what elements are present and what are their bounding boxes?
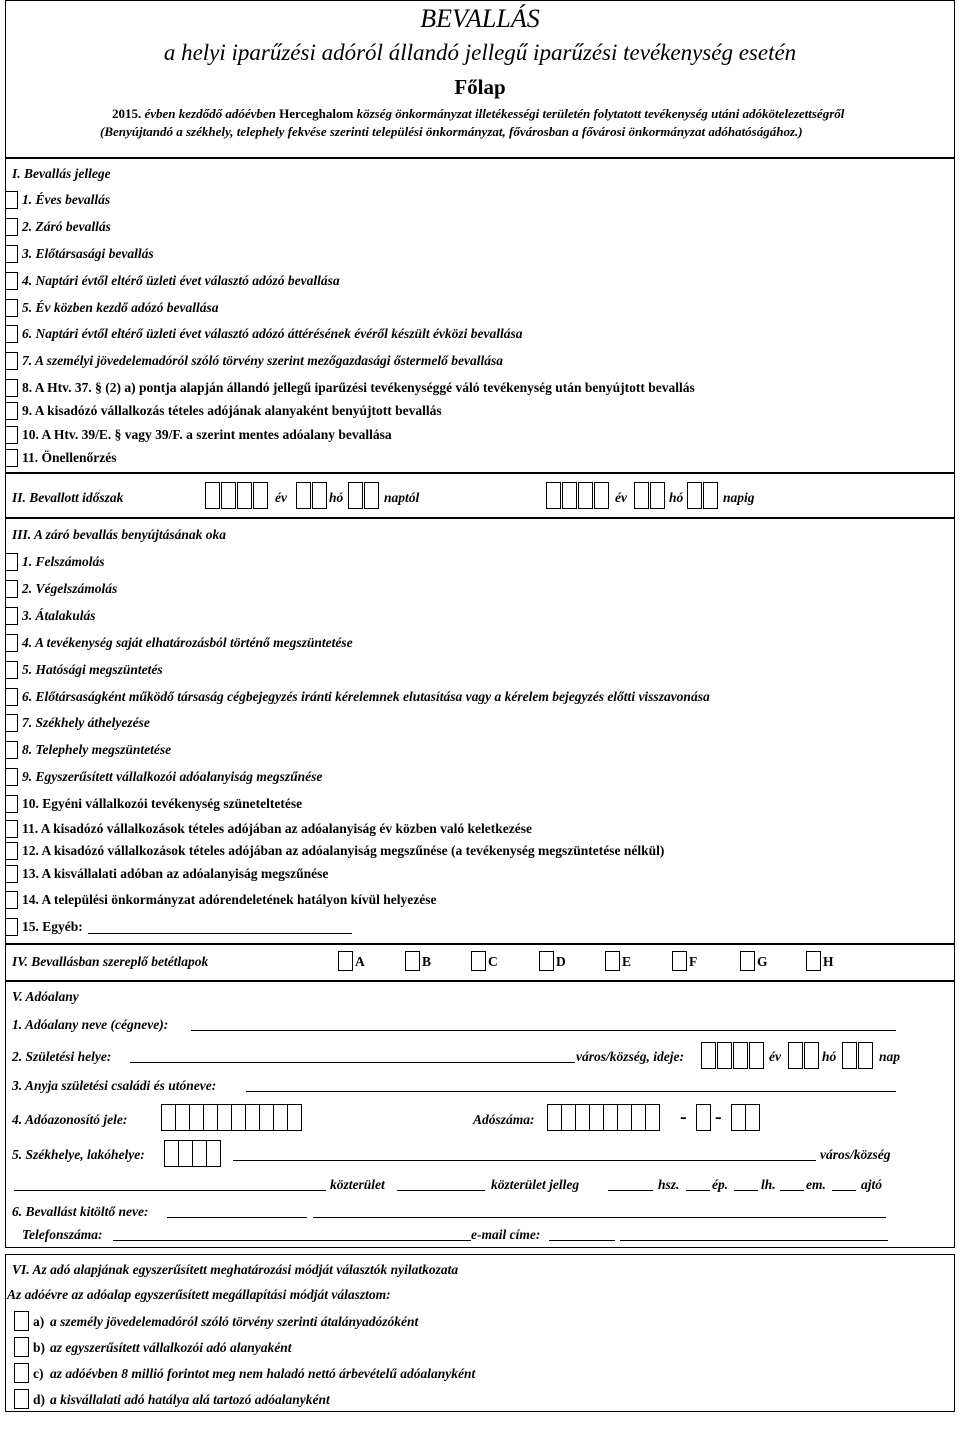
- section-6-item-text-1: a személy jövedelemadóról szóló törvény szerinti átalányadózóként: [50, 1314, 419, 1329]
- period-from-ev: év: [275, 490, 287, 505]
- seat-city-label: város/község: [820, 1147, 891, 1162]
- postcode-cells[interactable]: [164, 1140, 220, 1167]
- section-1-checkbox-8[interactable]: [5, 379, 18, 397]
- section-3-checkbox-13[interactable]: [5, 865, 18, 883]
- period-from-month-cells[interactable]: [296, 482, 328, 509]
- lh-line[interactable]: [734, 1190, 758, 1191]
- section-1-checkbox-7[interactable]: [5, 352, 18, 370]
- section-3-checkbox-8[interactable]: [5, 741, 18, 759]
- tax-number-cells-2[interactable]: [696, 1104, 710, 1131]
- birth-year-cells[interactable]: [701, 1042, 765, 1069]
- period-to-ho: hó: [669, 490, 684, 505]
- section-3-item-14: 14. A települési önkormányzat adórendeletének hatályon kívül helyezése: [22, 892, 437, 907]
- lh-label: lh.: [761, 1177, 776, 1192]
- section-3-item-2: 2. Végelszámolás: [22, 581, 118, 596]
- period-to-napig: napig: [723, 490, 755, 505]
- filler-name-line-2[interactable]: [313, 1217, 886, 1218]
- section-3-checkbox-3[interactable]: [5, 607, 18, 625]
- period-to-month-cells[interactable]: [634, 482, 666, 509]
- taxpayer-name-label: 1. Adóalany neve (cégneve):: [12, 1017, 169, 1032]
- tax-number-cells-3[interactable]: [731, 1104, 759, 1131]
- birth-ev: év: [769, 1049, 781, 1064]
- header-place: Herceghalom: [279, 106, 354, 121]
- tax-id-label: 4. Adóazonosító jele:: [12, 1112, 128, 1127]
- section-6-checkbox-2[interactable]: [14, 1337, 29, 1357]
- ep-line[interactable]: [686, 1190, 710, 1191]
- section-3-item-8: 8. Telephely megszüntetése: [22, 742, 172, 757]
- section-3-item-7: 7. Székhely áthelyezése: [22, 715, 150, 730]
- street-type-label: közterület jelleg: [491, 1177, 580, 1192]
- insert-sheet-label-B: B: [422, 954, 432, 969]
- section-1-item-9: 9. A kisadózó vállalkozás tételes adójának alanyaként benyújtott bevallás: [22, 403, 442, 418]
- taxpayer-name-line[interactable]: [191, 1030, 896, 1031]
- section-3-item-15: 15. Egyéb:: [22, 919, 83, 934]
- section-6-intro: Az adóévre az adóalap egyszerűsített megállapítási módját választom:: [7, 1287, 391, 1302]
- form-title: BEVALLÁS: [420, 4, 540, 33]
- street-type-line[interactable]: [397, 1190, 485, 1191]
- section-1-title: I. Bevallás jellege: [12, 166, 111, 181]
- section-6-checkbox-4[interactable]: [14, 1389, 29, 1409]
- birth-city-date-label: város/község, ideje:: [576, 1049, 684, 1064]
- seat-label: 5. Székhelye, lakóhelye:: [12, 1147, 145, 1162]
- period-from-day-cells[interactable]: [348, 482, 380, 509]
- insert-sheet-checkbox-A[interactable]: [338, 951, 353, 971]
- section-1-checkbox-4[interactable]: [5, 272, 18, 290]
- period-to-year-cells[interactable]: [546, 482, 610, 509]
- birth-nap: nap: [879, 1049, 901, 1064]
- birth-day-cells[interactable]: [842, 1042, 874, 1069]
- period-from-year-cells[interactable]: [205, 482, 269, 509]
- section-2-box: [5, 473, 955, 518]
- insert-sheet-label-C: C: [488, 954, 498, 969]
- insert-sheet-checkbox-C[interactable]: [471, 951, 486, 971]
- insert-sheet-checkbox-G[interactable]: [740, 951, 755, 971]
- section-3-checkbox-14[interactable]: [5, 891, 18, 909]
- sheet-label: Főlap: [454, 75, 506, 99]
- section-1-item-2: 2. Záró bevallás: [22, 219, 111, 234]
- insert-sheet-checkbox-F[interactable]: [672, 951, 687, 971]
- section-3-checkbox-12[interactable]: [5, 842, 18, 860]
- period-from-naptol: naptól: [384, 490, 420, 505]
- section-3-item-6: 6. Előtársaságként működő társaság cégbejegyzés iránti kérelemnek elutasítása vagy a kérelem bejegyzés előtti visszavonása: [22, 689, 710, 704]
- insert-sheet-checkbox-B[interactable]: [405, 951, 420, 971]
- insert-sheet-label-G: G: [757, 954, 768, 969]
- section-1-checkbox-11[interactable]: [5, 449, 18, 467]
- section-1-item-4: 4. Naptári évtől eltérő üzleti évet választó adózó bevallása: [22, 273, 340, 288]
- em-label: em.: [806, 1177, 826, 1192]
- period-to-day-cells[interactable]: [687, 482, 719, 509]
- insert-sheet-checkbox-E[interactable]: [605, 951, 620, 971]
- section-1-checkbox-9[interactable]: [5, 402, 18, 420]
- section-3-item-12: 12. A kisadózó vállalkozások tételes adójában az adóalanyiság megszűnése (a tevékenység megszüntetése nélkül): [22, 843, 665, 858]
- birth-ho: hó: [822, 1049, 837, 1064]
- section-6-item-key-4: d): [33, 1392, 46, 1407]
- insert-sheet-label-H: H: [823, 954, 834, 969]
- ajto-label: ajtó: [861, 1177, 883, 1192]
- section-6-checkbox-3[interactable]: [14, 1363, 29, 1383]
- section-6-item-text-3: az adóévben 8 millió forintot meg nem haladó nettó árbevételű adóalanyként: [50, 1366, 476, 1381]
- section-3-checkbox-9[interactable]: [5, 768, 18, 786]
- section-1-checkbox-2[interactable]: [5, 218, 18, 236]
- hsz-line[interactable]: [608, 1190, 653, 1191]
- section-2-title: II. Bevallott időszak: [12, 490, 124, 505]
- section-6-item-text-2: az egyszerűsített vállalkozói adó alanyaként: [50, 1340, 292, 1355]
- email-line-2[interactable]: [620, 1240, 888, 1241]
- phone-line[interactable]: [113, 1240, 471, 1241]
- section-6-title: VI. Az adó alapjának egyszerűsített meghatározási módját választók nyilatkozata: [12, 1262, 459, 1277]
- header-line1-b: község önkormányzat illetékességi területén folytatott tevékenység utáni adókötelezettségről: [356, 106, 845, 121]
- section-1-item-10: 10. A Htv. 39/E. § vagy 39/F. a szerint mentes adóalany bevallása: [22, 427, 392, 442]
- section-1-checkbox-6[interactable]: [5, 325, 18, 343]
- section-3-item-13: 13. A kisvállalati adóban az adóalanyiság megszűnése: [22, 866, 329, 881]
- birth-place-label: 2. Születési helye:: [12, 1049, 112, 1064]
- email-label: e-mail címe:: [471, 1227, 541, 1242]
- section-3-checkbox-5[interactable]: [5, 661, 18, 679]
- section-3-item-4: 4. A tevékenység saját elhatározásból történő megszüntetése: [22, 635, 353, 650]
- header-year: 2015.: [112, 106, 142, 121]
- tax-number-dash-2: -: [715, 1106, 722, 1128]
- section-3-checkbox-1[interactable]: [5, 553, 18, 571]
- tax-number-cells-1[interactable]: [547, 1104, 659, 1131]
- mother-name-label: 3. Anyja születési családi és utóneve:: [12, 1078, 217, 1093]
- ajto-line[interactable]: [832, 1190, 856, 1191]
- period-from-ho: hó: [329, 490, 344, 505]
- tax-id-cells[interactable]: [161, 1104, 301, 1131]
- email-line-1[interactable]: [549, 1240, 615, 1241]
- section-3-other-line: [88, 933, 352, 934]
- section-1-checkbox-10[interactable]: [5, 426, 18, 444]
- section-1-checkbox-3[interactable]: [5, 245, 18, 263]
- birth-place-line[interactable]: [130, 1062, 575, 1063]
- section-3-item-1: 1. Felszámolás: [22, 554, 105, 569]
- section-6-item-key-3: c): [33, 1366, 44, 1381]
- header-line1-a: évben kezdődő adóévben: [144, 106, 276, 121]
- phone-label: Telefonszáma:: [22, 1227, 103, 1242]
- form-subtitle: a helyi iparűzési adóról állandó jellegű iparűzési tevékenység esetén: [163, 40, 797, 65]
- birth-month-cells[interactable]: [788, 1042, 820, 1069]
- section-3-item-11: 11. A kisadózó vállalkozások tételes adójában az adóalanyiság év közben való keletkezése: [22, 821, 533, 836]
- section-3-item-10: 10. Egyéni vállalkozói tevékenység szüneteltetése: [22, 796, 303, 811]
- street-line[interactable]: [14, 1190, 326, 1191]
- section-1-item-3: 3. Előtársasági bevallás: [22, 246, 154, 261]
- tax-number-label: Adószáma:: [473, 1112, 535, 1127]
- section-1-item-6: 6. Naptári évtől eltérő üzleti évet választó adózó áttérésének évéről készült évközi bevallása: [22, 326, 523, 341]
- section-3-checkbox-6[interactable]: [5, 688, 18, 706]
- section-3-checkbox-15[interactable]: [5, 918, 18, 936]
- seat-city-line[interactable]: [233, 1160, 816, 1161]
- section-3-checkbox-11[interactable]: [5, 820, 18, 838]
- section-3-checkbox-4[interactable]: [5, 634, 18, 652]
- filler-name-label: 6. Bevallást kitöltő neve:: [12, 1204, 149, 1219]
- section-1-item-8: 8. A Htv. 37. § (2) a) pontja alapján állandó jellegű iparűzési tevékenységgé váló tevékenység után benyújtott bevallás: [22, 380, 695, 395]
- section-6-item-key-2: b): [33, 1340, 46, 1355]
- mother-name-line[interactable]: [246, 1091, 896, 1092]
- insert-sheet-checkbox-D[interactable]: [539, 951, 554, 971]
- section-1-item-5: 5. Év közben kezdő adózó bevallása: [22, 300, 219, 315]
- section-1-checkbox-1[interactable]: [5, 191, 18, 209]
- section-4-title: IV. Bevallásban szereplő betétlapok: [12, 954, 209, 969]
- em-line[interactable]: [780, 1190, 804, 1191]
- insert-sheet-label-A: A: [355, 954, 365, 969]
- insert-sheet-label-E: E: [622, 954, 632, 969]
- section-3-checkbox-7[interactable]: [5, 714, 18, 732]
- section-1-checkbox-5[interactable]: [5, 299, 18, 317]
- section-1-item-7: 7. A személyi jövedelemadóról szóló törvény szerint mezőgazdasági őstermelő bevallása: [22, 353, 503, 368]
- section-3-title: III. A záró bevallás benyújtásának oka: [12, 527, 227, 542]
- header-line2: (Benyújtandó a székhely, telephely fekvése szerinti települési önkormányzat, fővárosban a fővárosi önkormányzat adóhatóságához.): [100, 124, 803, 139]
- insert-sheet-checkbox-H[interactable]: [806, 951, 821, 971]
- header-line1: [112, 106, 844, 122]
- section-3-checkbox-10[interactable]: [5, 795, 18, 813]
- section-6-item-key-1: a): [33, 1314, 45, 1329]
- section-3-item-3: 3. Átalakulás: [22, 608, 96, 623]
- hsz-label: hsz.: [658, 1177, 680, 1192]
- ep-label: ép.: [712, 1177, 729, 1192]
- section-3-checkbox-2[interactable]: [5, 580, 18, 598]
- insert-sheet-label-F: F: [689, 954, 698, 969]
- section-5-title: V. Adóalany: [12, 989, 79, 1004]
- period-to-ev: év: [615, 490, 627, 505]
- section-6-checkbox-1[interactable]: [14, 1311, 29, 1331]
- section-3-item-5: 5. Hatósági megszüntetés: [22, 662, 163, 677]
- filler-name-line-1[interactable]: [167, 1217, 307, 1218]
- tax-number-dash-1: -: [680, 1106, 687, 1128]
- section-1-item-11: 11. Önellenőrzés: [22, 450, 117, 465]
- section-3-item-9: 9. Egyszerűsített vállalkozói adóalanyiság megszűnése: [22, 769, 323, 784]
- section-6-item-text-4: a kisvállalati adó hatálya alá tartozó adóalanyként: [50, 1392, 330, 1407]
- insert-sheet-label-D: D: [556, 954, 566, 969]
- street-label: közterület: [330, 1177, 385, 1192]
- section-1-item-1: 1. Éves bevallás: [22, 192, 111, 207]
